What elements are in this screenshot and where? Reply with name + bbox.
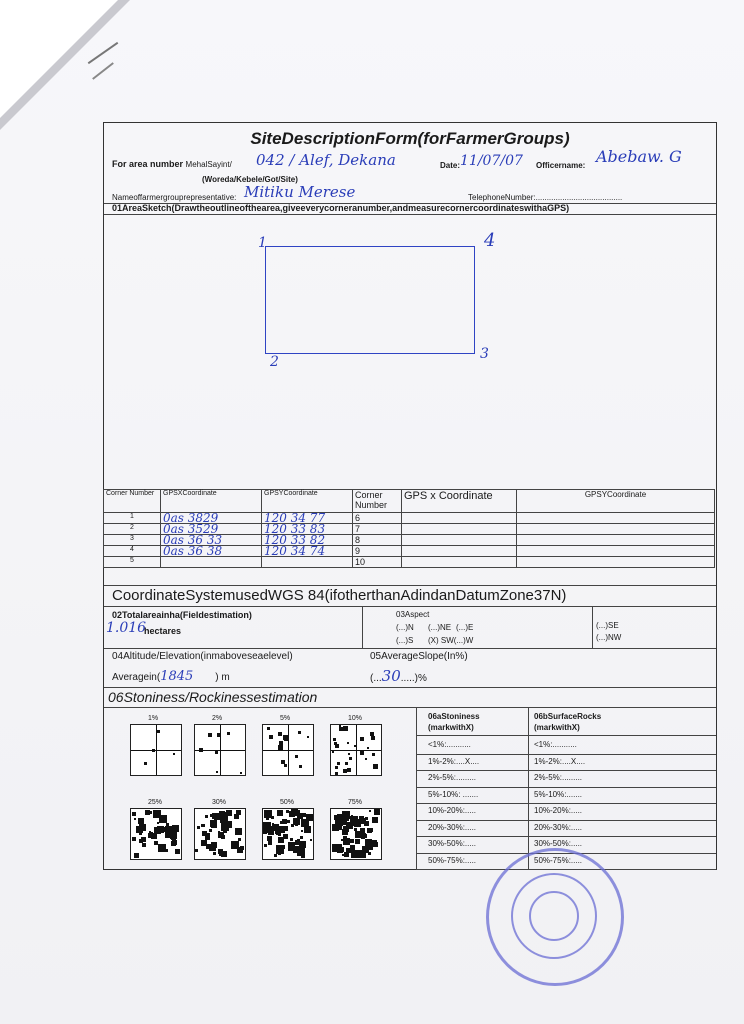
empty-cell <box>517 557 715 568</box>
aspect-sw-w: (X) SW(...)W <box>428 636 474 645</box>
aspect-nw: (...)NW <box>596 633 622 642</box>
date-label: Date: <box>440 161 461 170</box>
surface-rock-option: <1%:........... <box>534 740 577 749</box>
gps-y-value: 120 34 77 <box>262 513 353 524</box>
corner-number: 10 <box>353 557 402 568</box>
gps-y-value: 120 33 82 <box>262 535 353 546</box>
divider <box>104 585 716 586</box>
divider <box>592 606 593 648</box>
divider <box>362 606 363 648</box>
corner-number: 7 <box>353 524 402 535</box>
stoniness-col-a-mark: (markwithX) <box>428 723 474 732</box>
empty-cell <box>402 535 517 546</box>
header-gps-y-2: GPSYCoordinate <box>517 490 715 513</box>
empty-cell <box>402 557 517 568</box>
telephone-label: TelephoneNumber:....................................... <box>468 193 623 202</box>
representative-label: Nameoffarmergrouprepresentative: <box>112 193 237 202</box>
divider <box>416 820 716 821</box>
divider <box>416 803 716 804</box>
divider <box>104 214 716 215</box>
chart-percent-label: 10% <box>348 715 363 722</box>
aspect-label: 03Aspect <box>396 610 430 619</box>
stoniness-col-b-mark: (markwithX) <box>534 723 580 732</box>
gps-y-value: 120 34 74 <box>262 546 353 557</box>
folded-corner-highlight <box>0 0 118 118</box>
aspect-e: (...)E <box>456 623 474 632</box>
divider <box>416 770 716 771</box>
surface-rock-option: 50%-75%:..... <box>534 855 583 865</box>
area-sub-label: (Woreda/Kebele/Got/Site) <box>202 175 298 184</box>
divider <box>416 787 716 788</box>
hectares-label: hectares <box>144 626 182 636</box>
surface-rock-option: 30%-50%:..... <box>534 839 583 848</box>
header-corner-number: Corner Number <box>104 490 161 513</box>
area-number-value: 042 / Alef, Dekana <box>256 151 396 169</box>
chart-percent-label: 25% <box>148 799 163 806</box>
divider <box>416 836 716 837</box>
corner-number: 9 <box>353 546 402 557</box>
total-area-label: 02Totalareainha(Fieldestimation) <box>112 610 252 620</box>
gps-coordinate-table <box>103 489 715 568</box>
corner-number: 1 <box>104 513 161 524</box>
chart-percent-label: 5% <box>280 715 291 722</box>
chart-percent-label: 2% <box>212 715 223 722</box>
sketch-corner-2: 2 <box>270 354 279 370</box>
area-number-label: For area number MehalSayint/ <box>112 159 232 169</box>
header-corner-number-2: Corner Number <box>353 490 402 513</box>
chart-percent-label: 1% <box>148 715 159 722</box>
gps-x-value: 0as 3529 <box>161 524 262 535</box>
stoniness-reference-square <box>262 724 314 776</box>
divider <box>104 606 716 607</box>
stoniness-col-a-title: 06aStoniness <box>428 712 480 721</box>
divider <box>104 687 716 688</box>
stoniness-reference-square <box>130 808 182 860</box>
surface-rock-option: 5%-10%:....... <box>534 789 583 799</box>
divider <box>416 735 716 736</box>
stoniness-option: 30%-50%:..... <box>428 839 477 848</box>
divider <box>416 754 716 755</box>
stoniness-reference-square <box>330 724 382 776</box>
gps-x-value <box>161 557 262 568</box>
corner-number: 8 <box>353 535 402 546</box>
coordinate-system-text: CoordinateSystemusedWGS 84(ifotherthanAdindanDatumZone37N) <box>112 587 567 604</box>
stoniness-reference-square <box>330 808 382 860</box>
stoniness-option: 50%-75%:..... <box>428 855 477 865</box>
form-title: SiteDescriptionForm(forFarmerGroups) <box>250 129 570 148</box>
total-area-value: 1.016 <box>106 620 147 636</box>
divider <box>104 707 716 708</box>
divider <box>416 707 417 869</box>
officer-value: Abebaw. G <box>596 147 682 166</box>
slope-label: 05AverageSlope(In%) <box>370 651 468 662</box>
altitude-label: 04Altitude/Elevation(inmaboveseaelevel) <box>112 651 293 662</box>
gps-x-value: 0as 36 33 <box>161 535 262 546</box>
sketch-corner-4: 4 <box>484 230 496 251</box>
empty-cell <box>402 546 517 557</box>
chart-percent-label: 30% <box>212 799 227 806</box>
stoniness-option: <1%:........... <box>428 740 471 749</box>
gps-y-value: 120 33 83 <box>262 524 353 535</box>
divider <box>528 707 529 869</box>
stamp-core <box>529 891 579 941</box>
corner-number: 2 <box>104 524 161 535</box>
chart-percent-label: 75% <box>348 799 363 806</box>
date-value: 11/07/07 <box>460 153 523 169</box>
header-gps-x: GPSXCoordinate <box>161 490 262 513</box>
altitude-line: Averagein(1845 ) m <box>112 669 230 684</box>
slope-line: (...30.....)% <box>370 667 427 685</box>
sketch-corner-1: 1 <box>258 235 267 251</box>
empty-cell <box>402 524 517 535</box>
stoniness-option: 10%-20%:..... <box>428 806 477 815</box>
table-row <box>104 557 715 568</box>
empty-cell <box>517 546 715 557</box>
stoniness-option: 2%-5%:......... <box>428 773 477 782</box>
corner-number: 5 <box>104 557 161 568</box>
header-gps-y: GPSYCoordinate <box>262 490 353 513</box>
stoniness-reference-square <box>194 724 246 776</box>
aspect-s: (...)S <box>396 636 414 645</box>
corner-number: 3 <box>104 535 161 546</box>
aspect-ne: (...)NE <box>428 623 452 632</box>
area-sketch-outline <box>265 246 475 354</box>
empty-cell <box>402 513 517 524</box>
empty-cell <box>517 535 715 546</box>
surface-rock-option: 2%-5%:......... <box>534 773 583 782</box>
stoniness-reference-square <box>262 808 314 860</box>
surface-rock-option: 10%-20%:..... <box>534 806 583 815</box>
table-row <box>104 546 715 557</box>
corner-number: 6 <box>353 513 402 524</box>
surface-rock-option: 20%-30%:..... <box>534 822 583 832</box>
stoniness-title: 06Stoniness/Rockinessestimation <box>108 689 318 705</box>
stoniness-reference-square <box>194 808 246 860</box>
header-gps-x-2: GPS x Coordinate <box>402 490 517 513</box>
official-stamp <box>486 848 624 986</box>
officer-label: Officername: <box>536 161 586 170</box>
gps-x-value: 0as 3829 <box>161 513 262 524</box>
stoniness-option: 20%-30%:..... <box>428 822 477 832</box>
sketch-corner-3: 3 <box>480 346 489 362</box>
chart-percent-label: 50% <box>280 799 295 806</box>
gps-x-value: 0as 36 38 <box>161 546 262 557</box>
representative-value: Mitiku Merese <box>244 183 356 201</box>
table-header-row <box>104 490 715 513</box>
divider <box>104 648 716 649</box>
aspect-se: (...)SE <box>596 621 619 630</box>
stoniness-col-b-title: 06bSurfaceRocks <box>534 712 602 721</box>
corner-number: 4 <box>104 546 161 557</box>
stoniness-reference-square <box>130 724 182 776</box>
empty-cell <box>517 524 715 535</box>
sketch-label: 01AreaSketch(Drawtheoutlineofthearea,giveeverycorneranumber,andmeasurecornercoordinateswithaGPS) <box>112 203 570 213</box>
stoniness-option: 1%-2%:....X.... <box>428 756 480 766</box>
surface-rock-option: 1%-2%:....X.... <box>534 756 586 766</box>
stoniness-option: 5%-10%: ....... <box>428 789 479 799</box>
aspect-n: (...)N <box>396 623 414 632</box>
empty-cell <box>517 513 715 524</box>
gps-y-value <box>262 557 353 568</box>
